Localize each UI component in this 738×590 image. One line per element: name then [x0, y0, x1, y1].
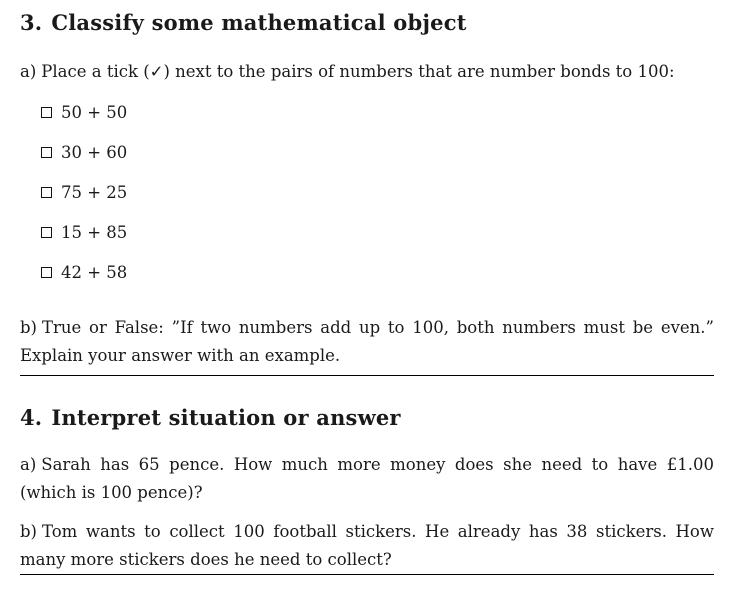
option-label: 50 + 50 [61, 102, 128, 122]
question-4a-text: Sarah has 65 pence. How much more money does she need to have £1.00 (which is 100 pence)? [20, 455, 714, 502]
section-3-title: Classify some mathematical object [51, 10, 467, 35]
question-4b [20, 518, 714, 574]
question-4a-prefix: a) [20, 455, 37, 474]
section-3-heading [20, 10, 467, 35]
section-4-number: 4. [20, 405, 43, 430]
question-3a [20, 58, 714, 86]
option-item[interactable] [41, 252, 127, 292]
option-item[interactable] [41, 212, 127, 252]
question-3a-text: Place a tick (✓) next to the pairs of numbers that are number bonds to 100: [41, 62, 675, 81]
checkbox-icon[interactable] [41, 267, 52, 278]
option-item[interactable] [41, 132, 127, 172]
option-item[interactable] [41, 172, 127, 212]
section-3-number: 3. [20, 10, 43, 35]
question-4b-prefix: b) [20, 522, 37, 541]
number-bond-options [41, 104, 127, 304]
section-4-heading [20, 405, 401, 430]
question-3a-prefix: a) [20, 62, 37, 81]
question-3b-text: True or False: ”If two numbers add up to 100, both numbers must be even.” Explain your answer with an example. [20, 318, 714, 365]
question-4b-text: Tom wants to collect 100 football stickers. He already has 38 stickers. How many more stickers does he need to collect? [20, 522, 714, 569]
option-label: 42 + 58 [61, 262, 128, 282]
question-3b-prefix: b) [20, 318, 37, 337]
option-label: 30 + 60 [61, 142, 128, 162]
checkbox-icon[interactable] [41, 107, 52, 118]
answer-line-4 [20, 574, 714, 575]
checkbox-icon[interactable] [41, 187, 52, 198]
checkbox-icon[interactable] [41, 147, 52, 158]
checkbox-icon[interactable] [41, 227, 52, 238]
question-3b [20, 314, 714, 370]
option-label: 75 + 25 [61, 182, 128, 202]
option-label: 15 + 85 [61, 222, 128, 242]
question-4a [20, 451, 714, 507]
answer-line-3 [20, 375, 714, 376]
option-item[interactable] [41, 92, 127, 132]
section-4-title: Interpret situation or answer [51, 405, 401, 430]
